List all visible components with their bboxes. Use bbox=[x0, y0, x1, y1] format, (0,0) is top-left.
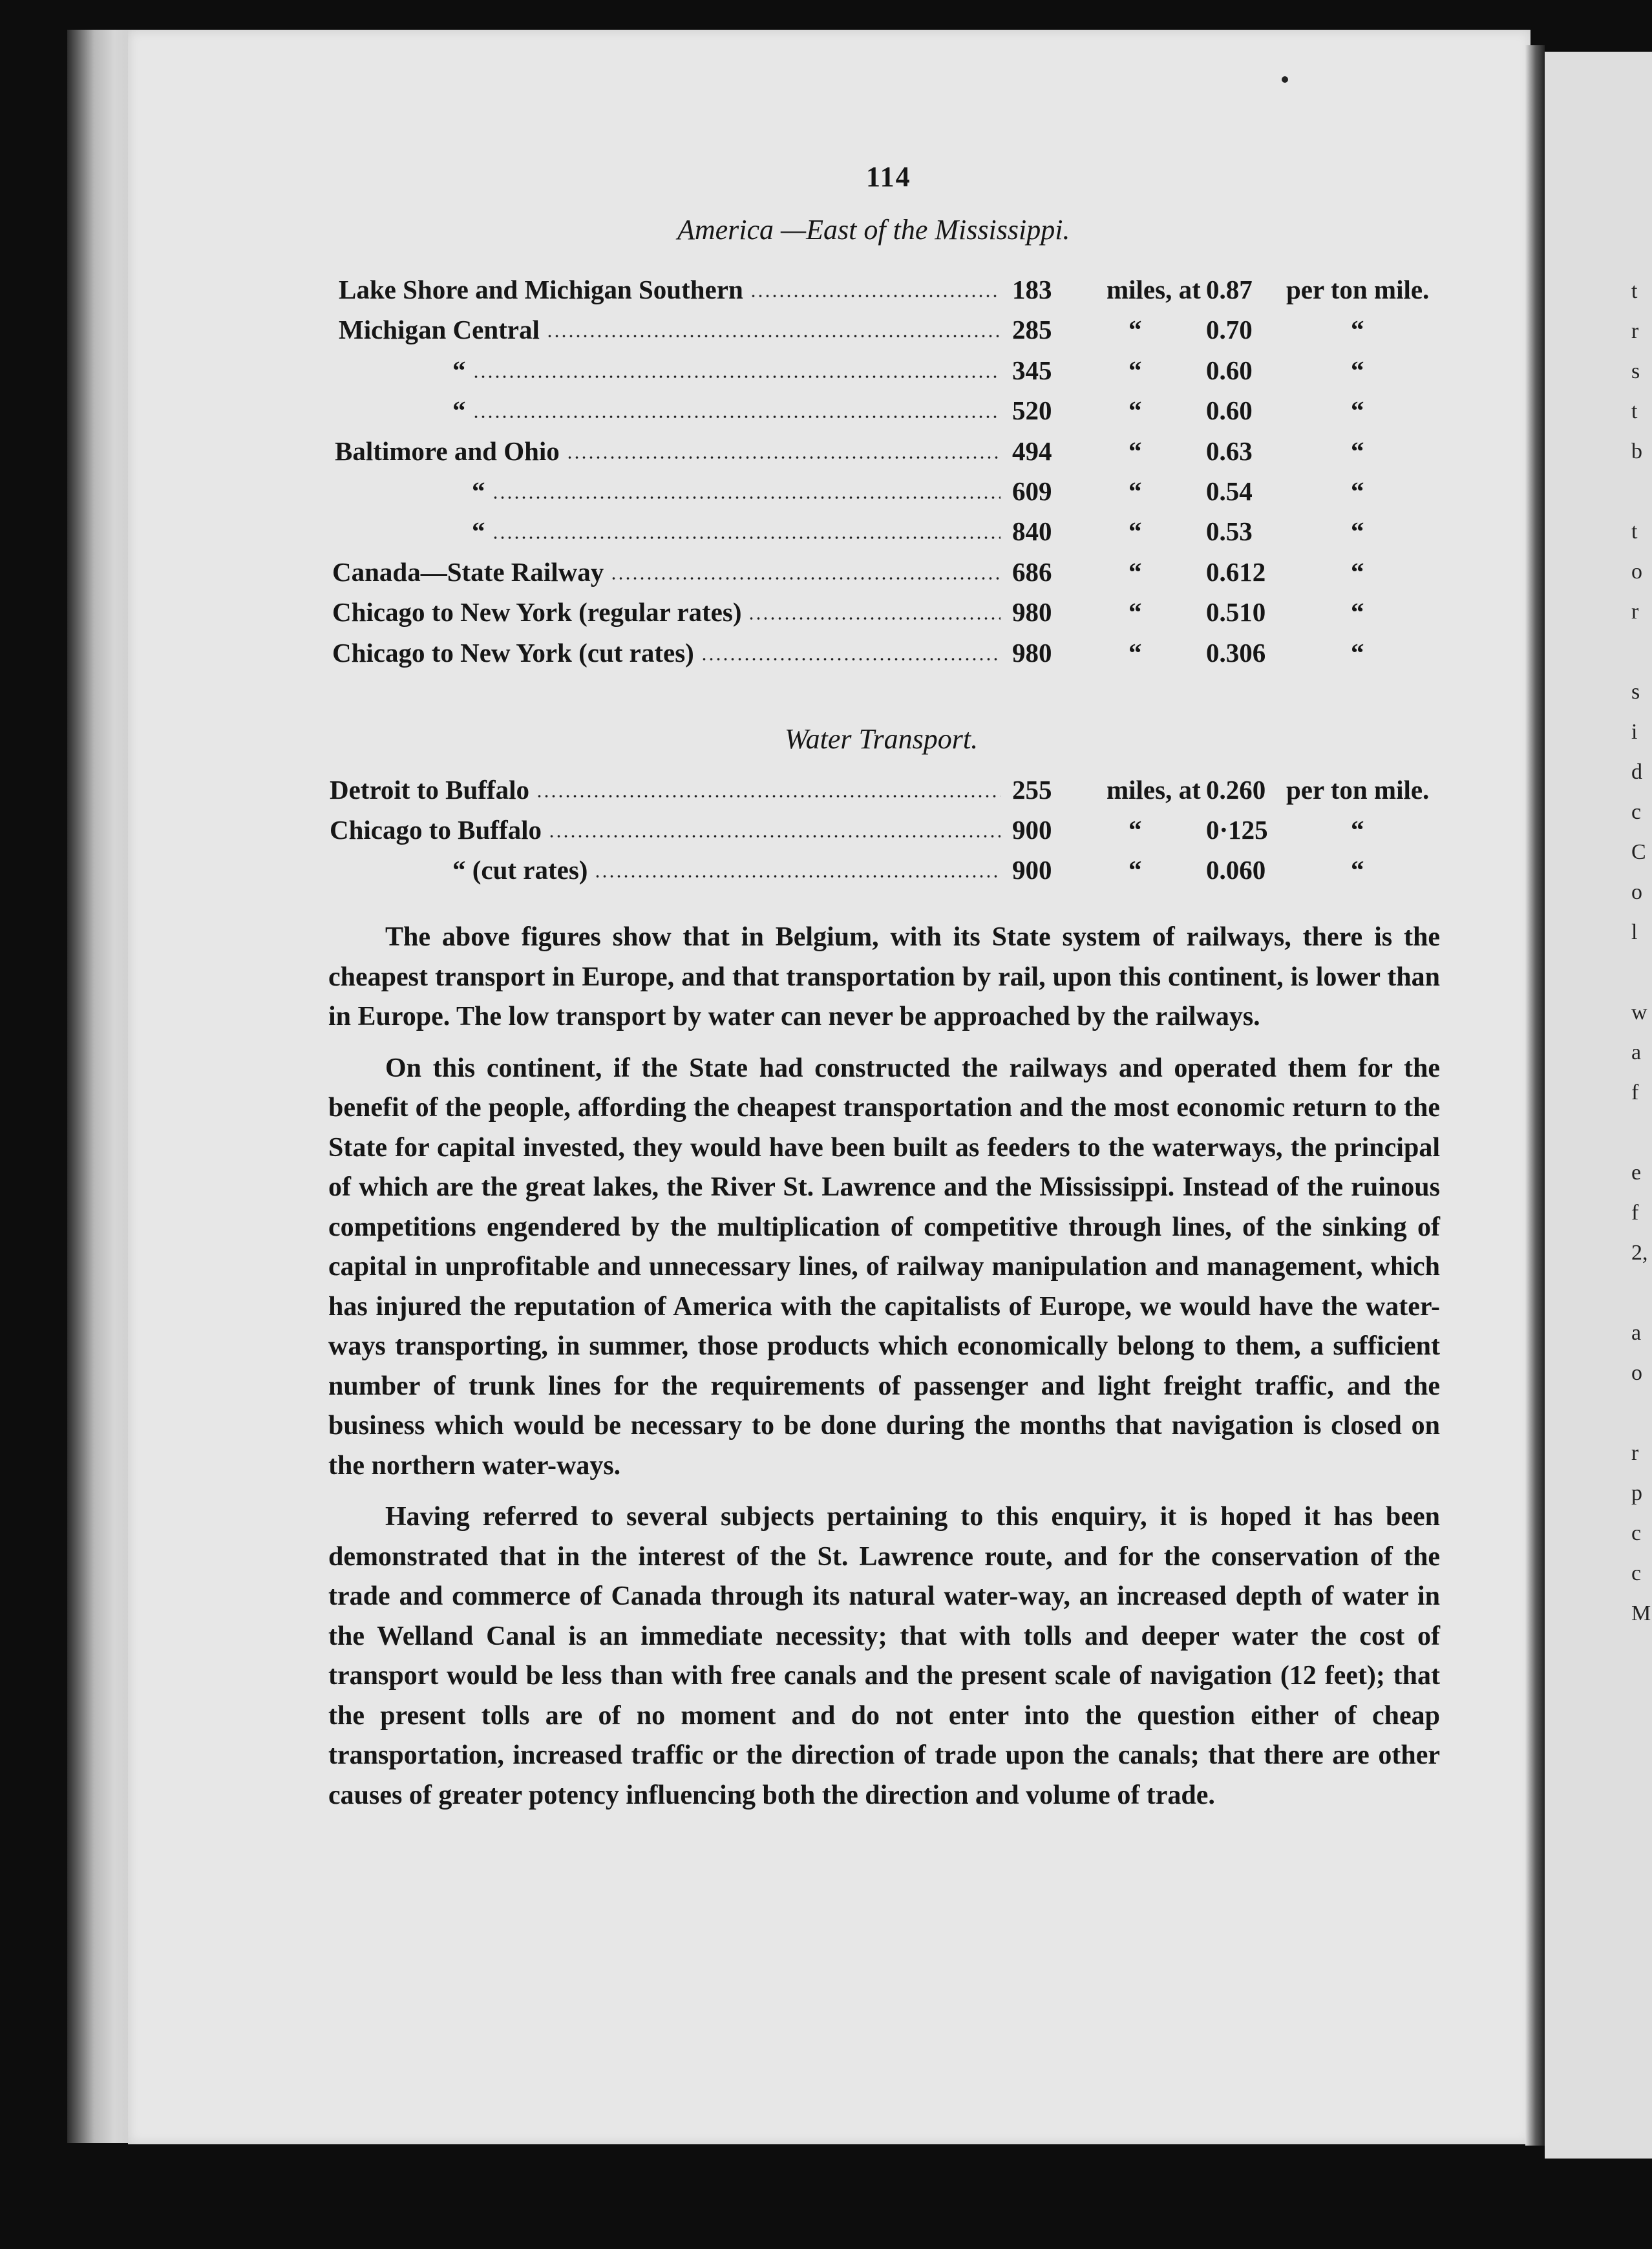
route-name: “ bbox=[452, 355, 466, 385]
rate-per-ton-mile: 0.63 bbox=[1206, 436, 1253, 466]
unit-label: “ bbox=[1128, 855, 1142, 885]
distance-miles: 345 bbox=[1012, 355, 1052, 385]
dot-leader bbox=[610, 577, 1001, 580]
facing-page-letter: i bbox=[1631, 720, 1638, 744]
route-name: “ bbox=[452, 396, 466, 426]
facing-page-letter: p bbox=[1631, 1481, 1642, 1505]
facing-page-letter: t bbox=[1631, 399, 1638, 423]
water-row bbox=[0, 774, 1652, 810]
rate-per-ton-mile: 0.87 bbox=[1206, 275, 1253, 304]
facing-page-letter: l bbox=[1631, 920, 1638, 944]
dot-leader bbox=[566, 456, 1001, 459]
facing-page-letter: d bbox=[1631, 760, 1642, 784]
dot-leader bbox=[492, 496, 1001, 499]
per-unit-label: “ bbox=[1351, 516, 1364, 547]
dot-leader bbox=[701, 658, 1001, 660]
distance-miles: 980 bbox=[1012, 597, 1052, 628]
facing-page-letter: c bbox=[1631, 1561, 1642, 1585]
distance-miles: 900 bbox=[1012, 855, 1052, 885]
rail-row bbox=[0, 516, 1652, 552]
per-unit-label: “ bbox=[1351, 556, 1364, 587]
facing-page-letter: a bbox=[1631, 1321, 1642, 1345]
dot-leader bbox=[750, 295, 1001, 297]
facing-page-letter: f bbox=[1631, 1201, 1639, 1225]
facing-page-letter: f bbox=[1631, 1081, 1639, 1104]
facing-page-letter: C bbox=[1631, 840, 1646, 864]
unit-label: miles, at bbox=[1107, 775, 1201, 805]
route-name: Canada—State Railway bbox=[332, 556, 604, 587]
rail-row bbox=[0, 436, 1652, 472]
facing-page-letter: b bbox=[1631, 439, 1642, 463]
distance-miles: 520 bbox=[1012, 396, 1052, 426]
unit-label: “ bbox=[1128, 597, 1142, 628]
rail-row bbox=[0, 314, 1652, 350]
unit-label: “ bbox=[1128, 516, 1142, 547]
dot-leader bbox=[536, 795, 1001, 797]
route-name: Baltimore and Ohio bbox=[335, 436, 560, 466]
facing-page-letter: a bbox=[1631, 1040, 1642, 1064]
unit-label: “ bbox=[1128, 637, 1142, 668]
dot-leader bbox=[472, 375, 1001, 378]
route-name: Lake Shore and Michigan Southern bbox=[339, 275, 743, 304]
facing-page-letter: s bbox=[1631, 359, 1640, 383]
facing-page-letter: w bbox=[1631, 1000, 1647, 1024]
rate-per-ton-mile: 0.612 bbox=[1206, 556, 1266, 587]
rail-row bbox=[0, 355, 1652, 391]
route-name: “ (cut rates) bbox=[452, 855, 588, 885]
distance-miles: 255 bbox=[1012, 775, 1052, 805]
per-unit-label: “ bbox=[1351, 815, 1364, 845]
rail-row bbox=[0, 637, 1652, 673]
facing-page-letter: e bbox=[1631, 1161, 1642, 1185]
facing-page-letter: M bbox=[1631, 1601, 1651, 1625]
per-unit-label: “ bbox=[1351, 637, 1364, 668]
facing-page-letter: s bbox=[1631, 680, 1640, 704]
unit-label: “ bbox=[1128, 815, 1142, 845]
per-unit-label: “ bbox=[1351, 315, 1364, 345]
rate-per-ton-mile: 0·125 bbox=[1206, 815, 1268, 845]
facing-page-letter bbox=[1631, 1393, 1651, 1433]
unit-label: “ bbox=[1128, 476, 1142, 506]
water-row bbox=[0, 814, 1652, 850]
distance-miles: 183 bbox=[1012, 275, 1052, 304]
paragraph-continent: On this continent, if the State had constructed the railways and operated them for the benefit of the people, affording the cheapest transportation and the most economic return to the State for capital invested, they would have been built as feeders to the waterways, the principal of which are the great lakes, the River St. Lawrence and the Mississippi. Instead of the ruinous competitions engendered by the multiplication of competitive through lines, of the sinking of capital in unprofitable and unnecessary lines, of railway manipulation and management, which has injured the reputation of America with the capitalists of Europe, we would have the water-ways transporting, in summer, those products which economically belong to them, a sufficient number of trunk lines for the requirements of passenger and light freight traffic, and the business which would be necessary to be done during the months that navigation is closed on the northern water-ways. bbox=[328, 1053, 1440, 1481]
unit-label: “ bbox=[1128, 436, 1142, 466]
route-name: Chicago to Buffalo bbox=[330, 815, 542, 845]
rail-row bbox=[0, 395, 1652, 431]
dot-leader bbox=[472, 416, 1001, 418]
distance-miles: 686 bbox=[1012, 556, 1052, 587]
distance-miles: 840 bbox=[1012, 516, 1052, 547]
distance-miles: 900 bbox=[1012, 815, 1052, 845]
distance-miles: 609 bbox=[1012, 476, 1052, 506]
facing-page-letter: t bbox=[1631, 279, 1638, 303]
rate-per-ton-mile: 0.306 bbox=[1206, 637, 1266, 668]
per-unit-label: per ton mile. bbox=[1286, 775, 1430, 805]
per-unit-label: “ bbox=[1351, 355, 1364, 385]
route-name: Chicago to New York (cut rates) bbox=[332, 637, 694, 668]
distance-miles: 285 bbox=[1012, 315, 1052, 345]
water-section-heading: Water Transport. bbox=[785, 723, 979, 755]
rate-per-ton-mile: 0.260 bbox=[1206, 775, 1266, 805]
unit-label: “ bbox=[1128, 315, 1142, 345]
facing-page-letter: o bbox=[1631, 1361, 1642, 1385]
per-unit-label: “ bbox=[1351, 597, 1364, 628]
facing-page-letter: r bbox=[1631, 319, 1639, 343]
facing-page-letter: t bbox=[1631, 520, 1638, 544]
unit-label: “ bbox=[1128, 355, 1142, 385]
route-name: Detroit to Buffalo bbox=[330, 775, 529, 805]
dot-leader bbox=[748, 617, 1001, 620]
body-text bbox=[328, 918, 1440, 1815]
facing-page-letter bbox=[1631, 1273, 1651, 1313]
rail-section-heading: America —East of the Mississippi. bbox=[677, 214, 1070, 246]
rail-row bbox=[0, 597, 1652, 633]
facing-page-letter: c bbox=[1631, 800, 1642, 824]
rate-per-ton-mile: 0.54 bbox=[1206, 476, 1253, 506]
rate-per-ton-mile: 0.510 bbox=[1206, 597, 1266, 628]
dot-leader bbox=[594, 875, 1001, 878]
rate-per-ton-mile: 0.53 bbox=[1206, 516, 1253, 547]
per-unit-label: “ bbox=[1351, 436, 1364, 466]
ink-speck bbox=[1282, 76, 1288, 83]
rate-per-ton-mile: 0.60 bbox=[1206, 396, 1253, 426]
per-unit-label: “ bbox=[1351, 396, 1364, 426]
water-row bbox=[0, 854, 1652, 891]
per-unit-label: “ bbox=[1351, 476, 1364, 506]
rail-row bbox=[0, 476, 1652, 512]
route-name: Chicago to New York (regular rates) bbox=[332, 597, 742, 628]
route-name: Michigan Central bbox=[339, 315, 540, 345]
facing-page-letter: o bbox=[1631, 560, 1642, 584]
unit-label: “ bbox=[1128, 396, 1142, 426]
facing-page-letter: r bbox=[1631, 1441, 1639, 1465]
facing-page-letter: o bbox=[1631, 880, 1642, 904]
dot-leader bbox=[492, 536, 1001, 539]
route-name: “ bbox=[472, 476, 485, 506]
facing-page-letter: r bbox=[1631, 600, 1639, 624]
facing-page-letter: c bbox=[1631, 1521, 1642, 1545]
page-number: 114 bbox=[866, 161, 911, 193]
unit-label: “ bbox=[1128, 556, 1142, 587]
unit-label: miles, at bbox=[1107, 275, 1201, 304]
dot-leader bbox=[548, 835, 1001, 838]
dot-leader bbox=[546, 335, 1001, 337]
rate-per-ton-mile: 0.060 bbox=[1206, 855, 1266, 885]
route-name: “ bbox=[472, 516, 485, 547]
rate-per-ton-mile: 0.70 bbox=[1206, 315, 1253, 345]
rail-row bbox=[0, 274, 1652, 310]
per-unit-label: “ bbox=[1351, 855, 1364, 885]
per-unit-label: per ton mile. bbox=[1286, 275, 1430, 304]
paragraph-conclusion: Having referred to several subjects pertaining to this enquiry, it is hoped it has been demonstrated that in the interest of the St. Lawrence route, and for the conservation of the trade and commerce of Canada through its natural water-way, an increased depth of water in the Welland Canal is an immediate necessity; that with tolls and deeper water the cost of transport would be less than with free canals and the present scale of navigation (12 feet); that the present tolls are of no moment and do not enter into the question either of cheap transportation, increased traffic or the direction of trade upon the canals; that there are other causes of greater potency influencing both the direction and volume of trade. bbox=[328, 1502, 1440, 1810]
distance-miles: 494 bbox=[1012, 436, 1052, 466]
facing-page-letter bbox=[1631, 953, 1651, 993]
facing-page-letter: 2, bbox=[1631, 1241, 1648, 1265]
paragraph-belgium: The above figures show that in Belgium, with its State system of railways, there is the cheapest transport in Europe, and that transportation by rail, upon this continent, is lower than in Europe. The low transport by water can never be approached by the railways. bbox=[328, 922, 1440, 1031]
distance-miles: 980 bbox=[1012, 637, 1052, 668]
rail-row bbox=[0, 556, 1652, 593]
facing-page-letter bbox=[1631, 1113, 1651, 1153]
rate-per-ton-mile: 0.60 bbox=[1206, 355, 1253, 385]
